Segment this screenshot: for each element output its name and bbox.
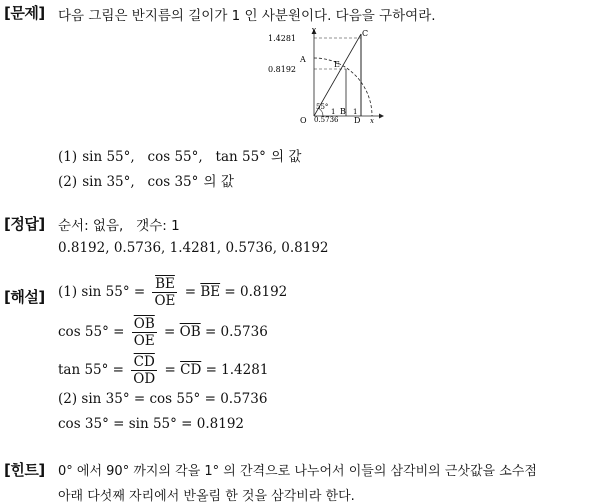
problem-item-1: (1) sin 55°, cos 55°, tan 55° 의 값 — [58, 149, 302, 165]
label-b: B — [340, 107, 346, 116]
label-one-b: 1 — [353, 108, 358, 116]
quarter-circle-figure — [266, 26, 386, 124]
answer-meta: 순서: 없음, 갯수: 1 — [58, 218, 180, 234]
label-c: C — [362, 29, 369, 38]
solution-line-tan55: tan 55° = $\frac{\overline{CD}}{OD}$ = $\overline{CD} = 1.4281$ — [58, 354, 269, 387]
problem-item-2: (2) sin 35°, cos 35° 의 값 — [58, 174, 234, 190]
problem-tag: [문제] — [4, 4, 45, 22]
solution-line-sin55: (1) sin 55° = $\frac{\overline{BE}}{OE}$ = $\overline{BE} = 0.8192$ — [58, 276, 288, 309]
hint-tag: [힌트] — [4, 461, 45, 479]
label-d: D — [354, 116, 361, 124]
hint-line-2: 아래 다섯째 자리에서 반올림 한 것을 삼각비라 한다. — [58, 489, 355, 504]
x-axis-label: x — [370, 117, 374, 124]
label-1-4281: 1.4281 — [268, 34, 296, 43]
problem-intro: 다음 그림은 반지름의 길이가 1 인 사분원이다. 다음을 구하여라. — [58, 8, 436, 24]
label-0-8192: 0.8192 — [268, 65, 296, 74]
solution-line-cos55: cos 55° = $\frac{\overline{OB}}{OE}$ = $\overline{OB} = 0.5736$ — [58, 316, 268, 349]
label-0-5736: 0.5736 — [314, 116, 339, 124]
hint-line-1: 0° 에서 90° 까지의 각을 1° 의 간격으로 나누어서 이들의 삼각비의 근삿값을 소수점 — [58, 464, 537, 479]
label-e: E — [334, 60, 340, 69]
answer-tag: [정답] — [4, 215, 45, 233]
solution-line-sin35: (2) sin 35° = cos 55° = 0.5736 — [58, 391, 268, 407]
solution-line-cos35: cos 35° = sin 55° = 0.8192 — [58, 416, 245, 432]
label-o: O — [300, 116, 307, 124]
label-one-radius: 1 — [331, 108, 336, 116]
y-axis-label: y — [312, 26, 316, 34]
answer-values: 0.8192, 0.5736, 1.4281, 0.5736, 0.8192 — [58, 240, 329, 256]
label-angle: 55° — [316, 103, 329, 111]
label-a: A — [300, 55, 306, 64]
solution-tag: [해설] — [4, 288, 45, 306]
